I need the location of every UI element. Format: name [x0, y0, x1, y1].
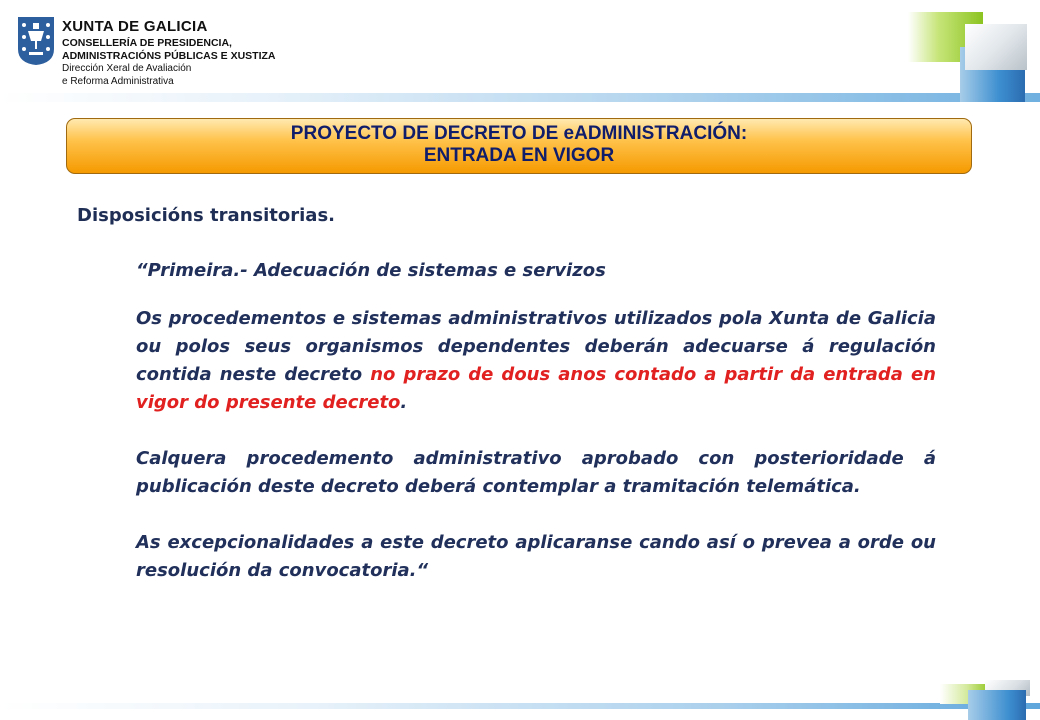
slide-title-box	[66, 118, 972, 174]
slide-title-line2: ENTRADA EN VIGOR	[423, 145, 615, 166]
paragraph-1-text: Os procedementos e sistemas administrativos utilizados pola Xunta de Galicia ou polos seus organismos dependentes deberán adecuarse á regulación contida neste decreto	[136, 308, 936, 385]
item-heading: “Primeira.- Adecuación de sistemas e servizos	[136, 260, 606, 281]
paragraph-1-end: .	[400, 392, 408, 413]
org-text	[62, 17, 276, 88]
paragraph-1-highlight: no prazo de dous anos contado a partir da entrada en vigor do presente decreto	[136, 364, 936, 413]
org-name: XUNTA DE GALICIA	[62, 18, 208, 35]
paragraph-2: Calquera procedemento administrativo aprobado con posterioridade á publicación deste decreto deberá contemplar a tramitación telemática.	[136, 448, 936, 497]
dept-line-2: ADMINISTRACIÓNS PÚBLICAS E XUSTIZA	[62, 50, 276, 62]
slide-title-line1: PROYECTO DE DECRETO DE eADMINISTRACIÓN:	[290, 123, 748, 144]
dept-line-4: e Reforma Administrativa	[62, 75, 174, 87]
dept-line-1: CONSELLERÍA DE PRESIDENCIA,	[62, 37, 232, 49]
galicia-coat-of-arms-icon	[16, 15, 56, 67]
decor-grey-square	[965, 24, 1027, 70]
slide-body	[136, 257, 936, 613]
paragraph-1	[136, 305, 936, 417]
dept-line-3: Dirección Xeral de Avaliación	[62, 63, 192, 74]
footer-blue-square	[968, 690, 1026, 720]
section-heading: Disposicións transitorias.	[77, 205, 336, 226]
paragraph-3: As excepcionalidades a este decreto aplicaranse cando así o prevea a orde ou resolución da convocatoria.“	[136, 532, 936, 581]
footer-divider	[0, 703, 1040, 709]
header-divider	[0, 93, 1040, 102]
